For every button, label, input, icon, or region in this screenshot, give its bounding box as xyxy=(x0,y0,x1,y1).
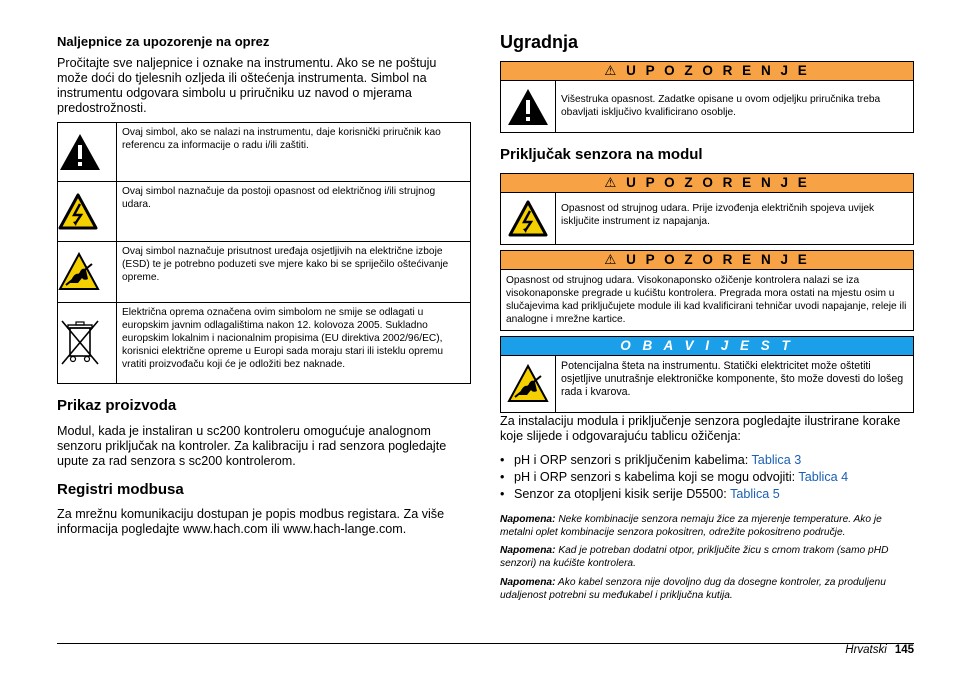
symbol-row xyxy=(58,303,471,384)
esd-icon xyxy=(58,242,117,303)
symbol-row xyxy=(58,242,471,303)
shock-warning-box xyxy=(500,173,914,245)
hv-warning-box xyxy=(500,250,914,331)
list-item: • Senzor za otopljeni kisik serije D5500: Tablica 5 xyxy=(500,486,914,503)
product-heading: Prikaz proizvoda xyxy=(57,397,177,414)
electric-shock-icon xyxy=(501,193,556,244)
general-warning-icon xyxy=(58,123,117,182)
warning-text: Višestruka opasnost. Zadatke opisane u ovom odjeljku priručnika treba obavljati isključivo kvalificirano osoblje. xyxy=(561,94,881,118)
modbus-text: Za mrežnu komunikaciju dostupan je popis modbus registara. Za više informacija pogledajte www.hach.com ili www.hach-lange.com. xyxy=(57,507,445,536)
notice-bar: O B A V I J E S T xyxy=(501,337,913,356)
warning-text: Opasnost od strujnog udara. Prije izvođenja električnih spojeva uvijek isključite instrument iz napajanja. xyxy=(561,203,875,227)
note-2: Napomena: Kad je potreban dodatni otpor, priključite žicu s crnom trakom (samo pHD senzori) na kućište kontrolera. xyxy=(500,545,889,569)
symbol-text: Ovaj simbol naznačuje prisutnost uređaja osjetljivih na električne izboje (ESD) te je potrebno poduzeti sve mjere kako bi se spriječilo oštećivanje opreme. xyxy=(117,242,471,303)
warning-icon: ⚠ xyxy=(604,175,620,190)
esd-icon xyxy=(501,356,556,412)
warning-icon: ⚠ xyxy=(604,63,620,78)
symbol-row xyxy=(58,182,471,242)
page-number: 145 xyxy=(894,644,914,656)
page-footer xyxy=(845,644,914,656)
list-item: • pH i ORP senzori s kabelima koji se mogu odvojiti: Tablica 4 xyxy=(500,469,914,486)
symbol-text: Električna oprema označena ovim simbolom ne smije se odlagati u europskim javnim odlagalištima nakon 12. kolovoza 2005. Sukladno europskim lokalnim i nacionalnim propisima (EU direktiva 2002/96/EC), korisnici električne opreme u Europi sada moraju stari ili isteklu opremu vratiti proizvođaču koji će je odložiti bez naknade. xyxy=(117,303,471,384)
connect-heading: Priključak senzora na modul xyxy=(500,146,703,163)
install-heading: Ugradnja xyxy=(500,32,579,52)
footer-language: Hrvatski xyxy=(845,644,887,656)
symbols-table xyxy=(57,122,471,384)
electric-shock-icon xyxy=(58,182,117,242)
labels-heading: Naljepnice za upozorenje na oprez xyxy=(57,34,270,49)
warning-label: U P O Z O R E N J E xyxy=(626,63,810,78)
warning-label: U P O Z O R E N J E xyxy=(626,175,810,190)
warning-text: Opasnost od strujnog udara. Visokonaponsko ožičenje kontrolera nalazi se iza visokonaponske pregrade u kućištu kontrolera. Pregrada mora ostati na mjestu osim u slučajevima kad priključujete module ili kad kvalificirani tehničar uvodi napajanje, releje ili analogne i mrežne kartice. xyxy=(506,275,907,325)
warning-bar xyxy=(501,62,913,81)
labels-text: Pročitajte sve naljepnice i oznake na instrumentu. Ako se ne poštuju može doći do tjelesnih ozljeda ili oštećenja instrumenta. Simbol na instrumentu odgovara simbolu u priručniku uz navod o mjerama predostrožnosti. xyxy=(57,56,437,115)
note-1: Napomena: Neke kombinacije senzora nemaju žice za mjerenje temperature. Ako je metalni oplet kombinacije senzora pokositren, odrežite pokositreno područje. xyxy=(500,514,882,538)
warning-icon: ⚠ xyxy=(604,252,620,267)
table-4-link[interactable]: Tablica 4 xyxy=(798,470,849,484)
product-text: Modul, kada je instaliran u sc200 kontroleru omogućuje analognom senzoru priključak na kontroler. Za kalibraciju i rad senzora pogledajte upute za rad senzora s sc200 kontrolerom. xyxy=(57,424,447,468)
install-warning-box xyxy=(500,61,914,133)
warning-label: U P O Z O R E N J E xyxy=(626,252,810,267)
notice-text: Potencijalna šteta na instrumentu. Statički elektricitet može oštetiti osjetljive unutrašnje elektroničke komponente, što može dovesti do lošeg rada i kvarova. xyxy=(561,360,904,398)
warning-bar xyxy=(501,174,913,193)
warning-bar xyxy=(501,251,913,270)
general-warning-icon xyxy=(501,81,556,132)
note-3: Napomena: Ako kabel senzora nije dovoljno dug da dosegne kontroler, za produljenu udaljenost potrebni su međukabel i priključna kutija. xyxy=(500,577,886,601)
symbol-text: Ovaj simbol naznačuje da postoji opasnost od električnog i/ili strujnog udara. xyxy=(117,182,471,242)
table-5-link[interactable]: Tablica 5 xyxy=(730,487,780,501)
table-3-link[interactable]: Tablica 3 xyxy=(751,453,802,467)
weee-crossed-bin-icon xyxy=(58,303,117,384)
intro-text: Za instalaciju modula i priključenje senzora pogledajte ilustrirane korake koje slijede i odgovarajuću tablicu ožičenja: xyxy=(500,414,901,443)
symbol-text: Ovaj simbol, ako se nalazi na instrumentu, daje korisnički priručnik kao referencu za informacije o radu i/ili zaštiti. xyxy=(117,123,471,182)
footer-rule xyxy=(57,643,914,644)
sensor-list xyxy=(500,452,914,503)
symbol-row xyxy=(58,123,471,182)
esd-notice-box xyxy=(500,336,914,413)
list-item: • pH i ORP senzori s priključenim kabelima: Tablica 3 xyxy=(500,452,914,469)
modbus-heading: Registri modbusa xyxy=(57,481,184,498)
